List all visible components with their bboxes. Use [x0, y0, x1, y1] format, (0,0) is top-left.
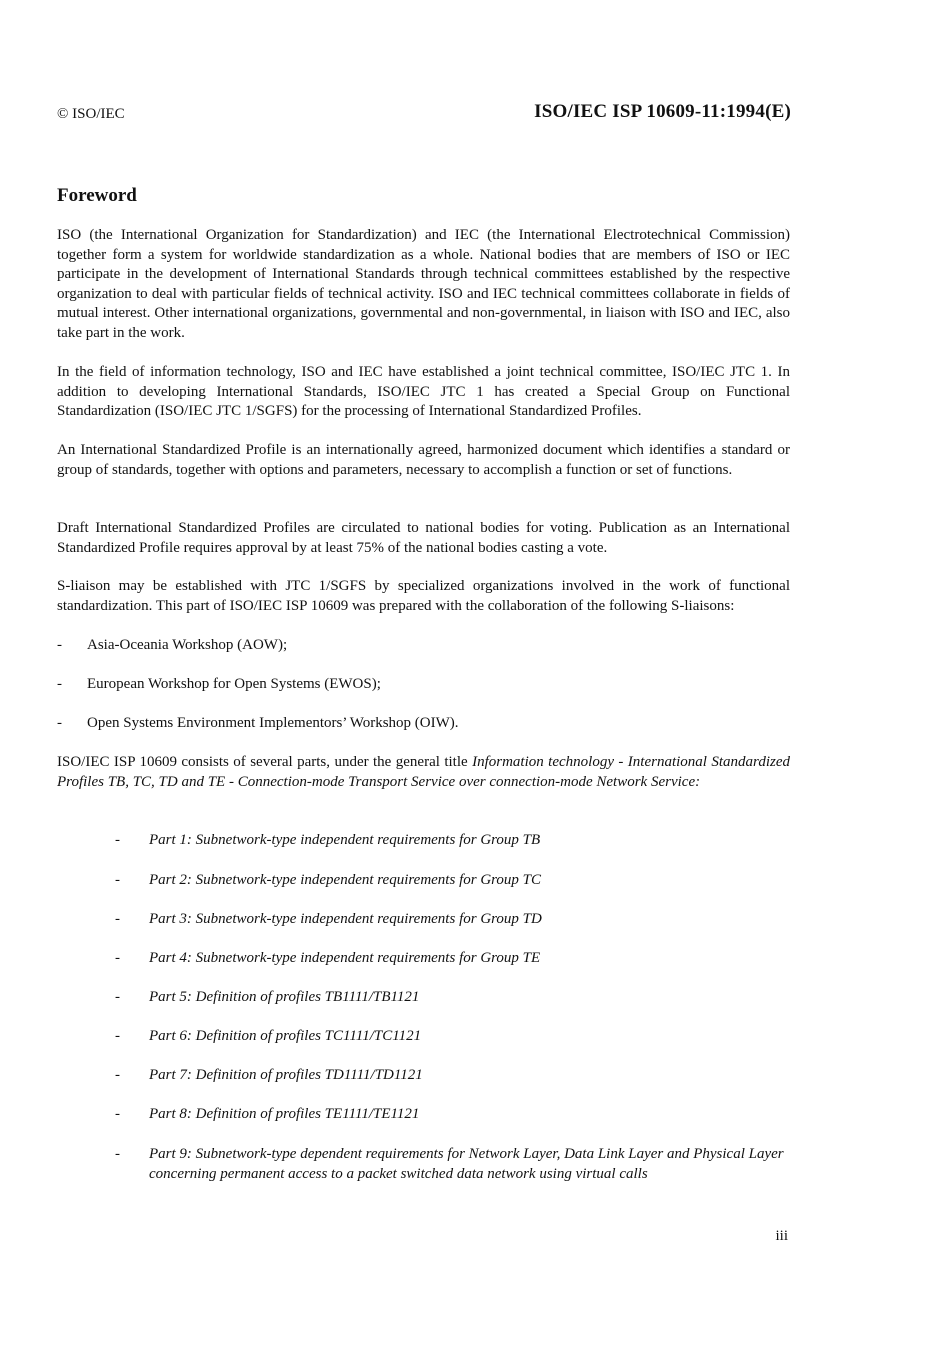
part-title: Part 2: Subnetwork-type independent requirements for Group TC — [149, 872, 542, 888]
paragraph-draft-voting: Draft International Standardized Profiles are circulated to national bodies for voting. Publication as an International Standardized Profile requires approval by at least 75% of the national bodies casting a vote. — [57, 520, 790, 556]
bullet-dash: - — [115, 1028, 120, 1044]
bullet-dash: - — [57, 676, 62, 692]
bullet-dash: - — [115, 989, 120, 1005]
part-title: Part 5: Definition of profiles TB1111/TB1121 — [149, 989, 420, 1005]
bullet-dash: - — [115, 950, 120, 966]
bullet-dash: - — [57, 715, 62, 731]
page-number: iii — [775, 1228, 788, 1244]
paragraph-s-liaison: S-liaison may be established with JTC 1/SGFS by specialized organizations involved in the work of functional standardization. This part of ISO/IEC ISP 10609 was prepared with the collaboration of the following S-liaisons: — [57, 578, 790, 614]
part-title: Part 3: Subnetwork-type independent requirements for Group TD — [149, 911, 542, 927]
paragraph-isp-definition: An International Standardized Profile is an internationally agreed, harmonized document which identifies a standard or group of standards, together with options and parameters, necessary to accomplish a function or set of functions. — [57, 442, 790, 478]
liaison-name: European Workshop for Open Systems (EWOS); — [87, 676, 381, 692]
general-title: Information technology - International Standardized Profiles TB, TC, TD and TE - Connection-mode Transport Service over connection-mode Network Service: — [57, 754, 790, 790]
bullet-dash: - — [115, 1146, 120, 1162]
bullet-dash: - — [115, 1067, 120, 1083]
bullet-dash: - — [115, 1106, 120, 1122]
liaison-name: Open Systems Environment Implementors’ Workshop (OIW). — [87, 715, 459, 731]
standard-number-header: ISO/IEC ISP 10609-11:1994(E) — [534, 101, 791, 122]
paragraph-jtc1: In the field of information technology, ISO and IEC have established a joint technical committee, ISO/IEC JTC 1. In addition to developing International Standards, ISO/IEC JTC 1 has created a Special Group on Functional Standardization (ISO/IEC JTC 1/SGFS) for the processing of International Standardized Profiles. — [57, 364, 790, 420]
bullet-dash: - — [115, 832, 120, 848]
section-heading: Foreword — [57, 185, 137, 206]
part-title: Part 7: Definition of profiles TD1111/TD1121 — [149, 1067, 423, 1083]
paragraph-iso-iec-system: ISO (the International Organization for Standardization) and IEC (the International Electrotechnical Commission) together form a system for worldwide standardization as a whole. National bodies that are members of ISO or IEC participate in the development of International Standards through technical committees established by the respective organization to deal with particular fields of technical activity. ISO and IEC technical committees collaborate in fields of mutual interest. Other international organizations, governmental and non-governmental, in liaison with ISO and IEC, also take part in the work. — [57, 227, 790, 341]
paragraph-parts-intro — [57, 753, 790, 792]
parts-intro-lead: ISO/IEC ISP 10609 consists of several parts, under the general title — [57, 754, 468, 770]
part-title: Part 6: Definition of profiles TC1111/TC1121 — [149, 1028, 422, 1044]
bullet-dash: - — [115, 911, 120, 927]
liaison-name: Asia-Oceania Workshop (AOW); — [87, 637, 288, 653]
bullet-dash: - — [57, 637, 62, 653]
part-title: Part 1: Subnetwork-type independent requirements for Group TB — [149, 832, 541, 848]
part-title: Part 4: Subnetwork-type independent requirements for Group TE — [149, 950, 541, 966]
part-title: Part 8: Definition of profiles TE1111/TE1121 — [149, 1106, 420, 1122]
bullet-dash: - — [115, 872, 120, 888]
part-title: Part 9: Subnetwork-type dependent requirements for Network Layer, Data Link Layer and Physical Layer concerning permanent access to a packet switched data network using virtual calls — [149, 1146, 784, 1182]
copyright-header: © ISO/IEC — [57, 106, 125, 122]
